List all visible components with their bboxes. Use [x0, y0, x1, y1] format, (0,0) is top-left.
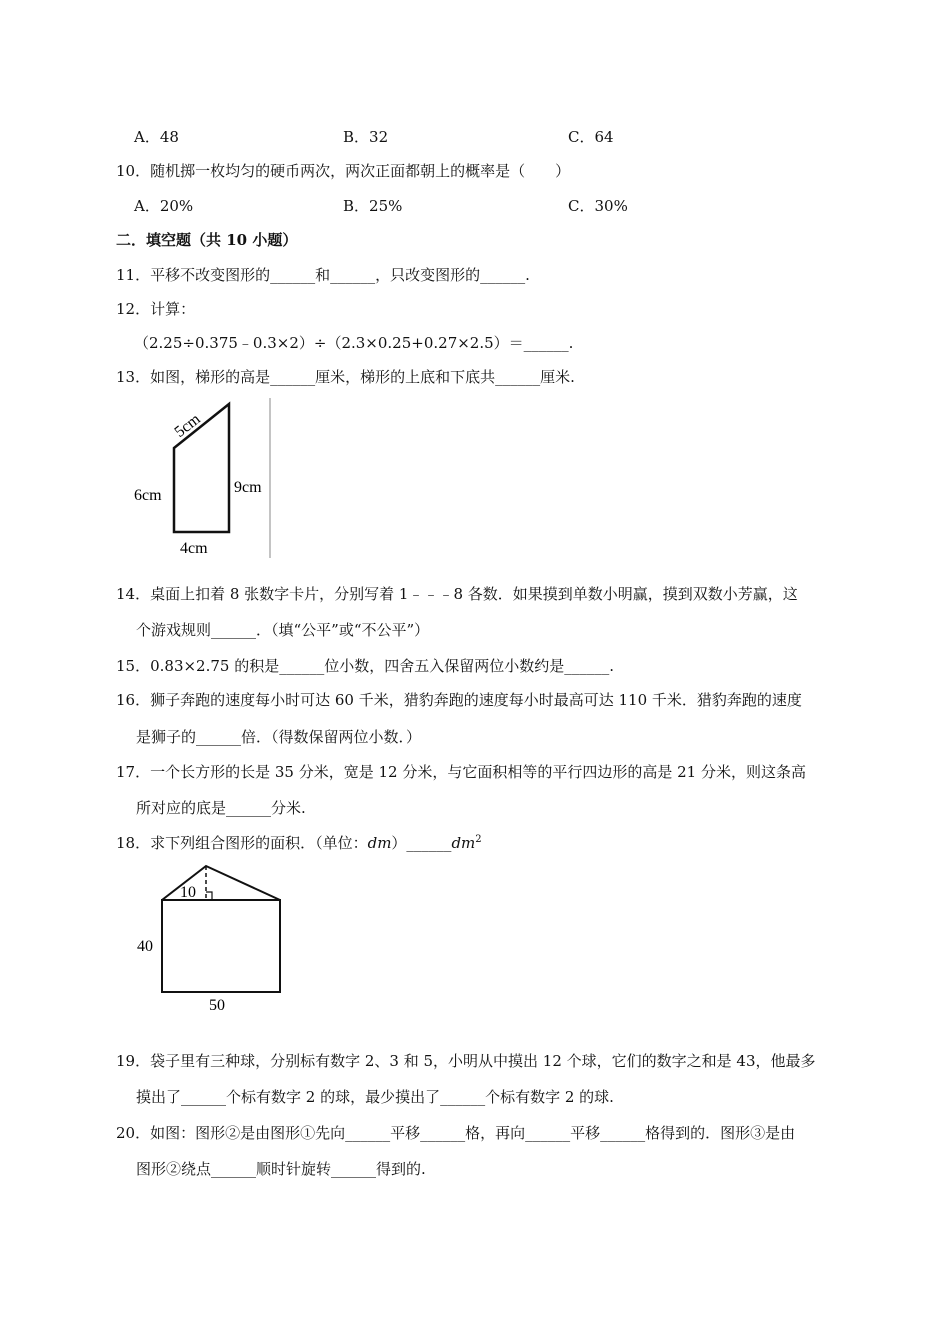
- q16-line2: 是狮子的______倍．（得数保留两位小数．）: [136, 728, 422, 746]
- trapezoid-bottom-label: 4cm: [180, 540, 208, 557]
- composite-side-label: 40: [137, 938, 153, 955]
- composite-base-label: 50: [209, 997, 225, 1014]
- q19-line2: 摸出了______个标有数字 2 的球，最少摸出了______个标有数字 2 的球.: [136, 1088, 614, 1106]
- q13-text: 13．如图，梯形的高是______厘米，梯形的上底和下底共______厘米.: [116, 368, 575, 386]
- composite-figure: [132, 862, 284, 1014]
- q14-line1: 14．桌面上扣着 8 张数字卡片，分别写着 1﹣﹣﹣8 各数．如果摸到单数小明赢，摸到双数小芳赢，这: [116, 585, 798, 603]
- q18-middle: ）______: [391, 834, 452, 852]
- q9-option-c: C．64: [568, 128, 614, 146]
- q10-option-b: B．25%: [343, 197, 403, 215]
- q10-option-a: A．20%: [134, 197, 194, 215]
- trapezoid-figure: [132, 396, 274, 560]
- q15-text: 15．0.83×2.75 的积是______位小数，四舍五入保留两位小数约是______.: [116, 657, 614, 675]
- q11-text: 11．平移不改变图形的______和______，只改变图形的______.: [116, 266, 530, 284]
- q12-label: 12．计算：: [116, 300, 196, 318]
- trapezoid-slant-label: 5cm: [171, 410, 204, 441]
- q18-unit: dm: [367, 834, 392, 852]
- q9-option-a: A．48: [134, 128, 179, 146]
- q12-expression: （2.25÷0.375﹣0.3×2）÷（2.3×0.25+0.27×2.5）＝______.: [134, 334, 574, 352]
- q9-option-b: B．32: [343, 128, 389, 146]
- composite-height-label: 10: [180, 884, 196, 901]
- q17-line1: 17．一个长方形的长是 35 分米，宽是 12 分米，与它面积相等的平行四边形的高是 21 分米，则这条高: [116, 763, 806, 781]
- q18-prefix: 18．求下列组合图形的面积．（单位：: [116, 834, 368, 852]
- q10-stem: 10．随机掷一枚均匀的硬币两次，两次正面都朝上的概率是（ ）: [116, 162, 571, 180]
- q18-text: [116, 833, 482, 853]
- trapezoid-left-label: 6cm: [134, 487, 162, 504]
- q20-line2: 图形②绕点______顺时针旋转______得到的.: [136, 1160, 426, 1178]
- q18-power: 2: [475, 834, 482, 845]
- section-title: 二．填空题（共 10 小题）: [116, 231, 298, 249]
- q18-answer-unit: dm: [451, 834, 476, 852]
- composite-rectangle: [162, 900, 280, 992]
- q19-line1: 19．袋子里有三种球，分别标有数字 2、3 和 5，小明从中摸出 12 个球，它们的数字之和是 43，他最多: [116, 1052, 816, 1070]
- q16-line1: 16．狮子奔跑的速度每小时可达 60 千米，猎豹奔跑的速度每小时最高可达 110 千米．猎豹奔跑的速度: [116, 691, 802, 709]
- q14-line2: 个游戏规则______．（填“公平”或“不公平”）: [136, 621, 430, 639]
- right-angle-mark: [206, 892, 212, 900]
- q20-line1: 20．如图：图形②是由图形①先向______平移______格，再向______平移______格得到的．图形③是由: [116, 1124, 796, 1142]
- trapezoid-right-label: 9cm: [234, 479, 262, 496]
- q17-line2: 所对应的底是______分米.: [136, 799, 306, 817]
- q10-option-c: C．30%: [568, 197, 628, 215]
